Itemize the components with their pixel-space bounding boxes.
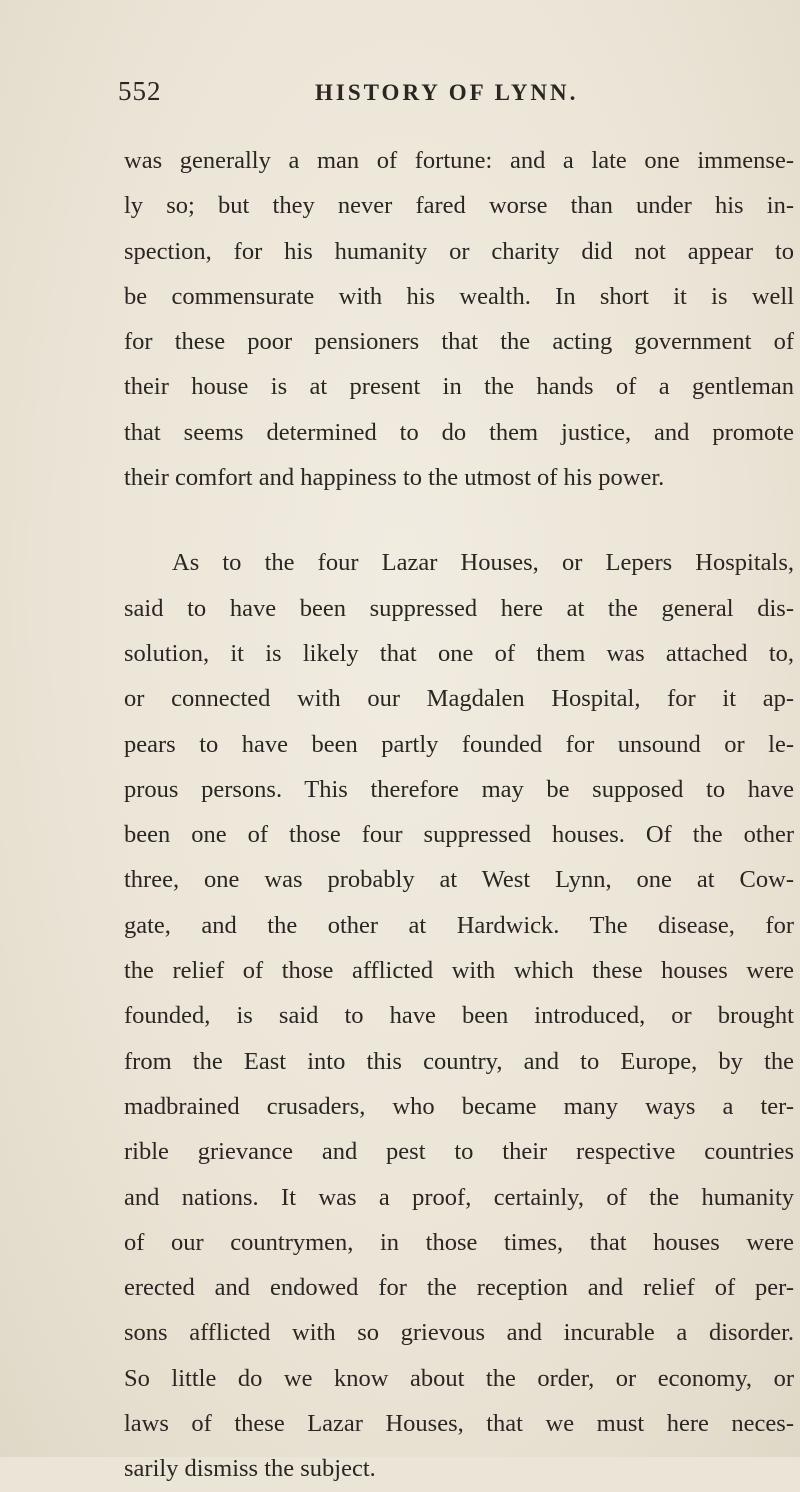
- text-line: sons afflicted with so grievous and incurable a disorder.: [124, 1319, 794, 1347]
- text-line: spection, for his humanity or charity did not appear to: [124, 237, 794, 265]
- text-line: three, one was probably at West Lynn, one at Cow-: [124, 866, 794, 894]
- text-line: founded, is said to have been introduced, or brought: [124, 1002, 794, 1030]
- text-line: or connected with our Magdalen Hospital, for it ap-: [124, 685, 794, 713]
- text-line: been one of those four suppressed houses. Of the other: [124, 821, 794, 849]
- page-header: [118, 76, 798, 116]
- paragraph-2: [124, 540, 794, 1491]
- text-line: prous persons. This therefore may be supposed to have: [124, 775, 794, 803]
- text-line: As to the four Lazar Houses, or Lepers Hospitals,: [172, 549, 794, 577]
- paragraph-1: [124, 138, 794, 500]
- text-line: solution, it is likely that one of them was attached to,: [124, 639, 794, 667]
- text-line: their comfort and happiness to the utmost of his power.: [124, 464, 665, 492]
- text-line: their house is at present in the hands of a gentleman: [124, 373, 794, 401]
- text-line: was generally a man of fortune: and a late one immense-: [124, 147, 794, 174]
- text-line: gate, and the other at Hardwick. The disease, for: [124, 911, 794, 939]
- text-line: pears to have been partly founded for unsound or le-: [124, 730, 794, 758]
- text-line: laws of these Lazar Houses, that we must here neces-: [124, 1410, 794, 1438]
- text-line: from the East into this country, and to Europe, by the: [124, 1047, 794, 1075]
- text-line: for these poor pensioners that the acting government of: [124, 328, 794, 356]
- text-line: and nations. It was a proof, certainly, of the humanity: [124, 1183, 794, 1211]
- page-number: 552: [118, 76, 162, 106]
- text-line: sarily dismiss the subject.: [124, 1455, 376, 1483]
- running-head: HISTORY OF LYNN.: [315, 80, 579, 105]
- text-line: of our countrymen, in those times, that houses were: [124, 1228, 794, 1256]
- body-text: [124, 138, 794, 1492]
- text-line: be commensurate with his wealth. In short it is well: [124, 282, 794, 310]
- text-line: that seems determined to do them justice, and promote: [124, 418, 794, 446]
- text-line: ly so; but they never fared worse than under his in-: [124, 192, 794, 220]
- text-line: erected and endowed for the reception and relief of per-: [124, 1274, 794, 1302]
- text-line: So little do we know about the order, or economy, or: [124, 1364, 794, 1392]
- text-line: said to have been suppressed here at the general dis-: [124, 594, 794, 622]
- text-line: rible grievance and pest to their respective countries: [124, 1138, 794, 1166]
- text-line: madbrained crusaders, who became many ways a ter-: [124, 1092, 794, 1120]
- text-line: the relief of those afflicted with which these houses were: [124, 957, 794, 985]
